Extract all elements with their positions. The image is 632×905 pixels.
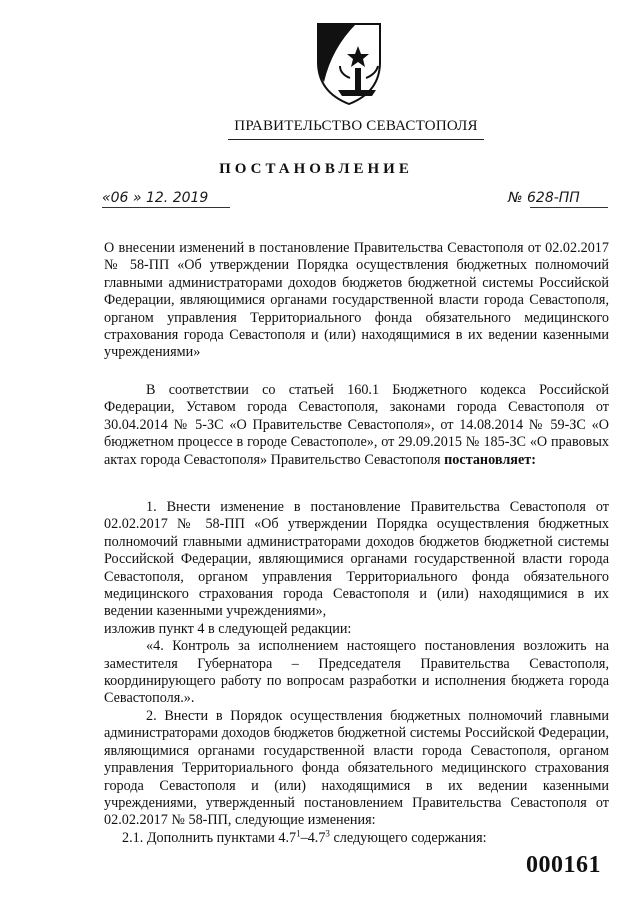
header-divider bbox=[228, 139, 484, 140]
serial-number: 000161 bbox=[526, 852, 601, 878]
preamble-bold: постановляет: bbox=[444, 451, 536, 468]
title-text: О внесении изменений в постановление Правительства Севастополя от 02.02.2017 № 58-ПП «Об утверждении Порядка осуществления бюджетных полномочий главными администраторами доходов бюджетов бюджетной системы Российской Федерации, являющимися органами государственной власти города Севастополя, органом управления Территориального фонда обязательного медицинского страхования города Севастополя и (или) находящимися в их ведении казенными учреждениями» bbox=[104, 240, 609, 361]
preamble-paragraph bbox=[104, 382, 609, 469]
document-title bbox=[104, 240, 609, 362]
preamble bbox=[104, 382, 609, 469]
clause-2-1-text-a: 2.1. Дополнить пунктами 4.7 bbox=[122, 829, 297, 846]
clause-1-quote: «4. Контроль за исполнением настоящего постановления возложить на заместителя Губернатора – Председателя Правительства Севастополя, координирующего работу по вопросам разработки и исполнения бюджета города Севастополя.». bbox=[104, 638, 609, 707]
coat-of-arms-icon bbox=[310, 18, 388, 108]
government-name: ПРАВИТЕЛЬСТВО СЕВАСТОПОЛЯ bbox=[234, 118, 478, 134]
clause-1-continuation: изложив пункт 4 в следующей редакции: bbox=[104, 620, 352, 637]
preamble-text: В соответствии со статьей 160.1 Бюджетного кодекса Российской Федерации, Уставом города Севастополя, законами города Севастополя от 30.04.2014 № 5-ЗС «О Правительстве Севастополя», от 14.08.2014 № 59-ЗС «О бюджетном процессе в городе Севастополе», от 29.09.2015 № 185-ЗС «О правовых актах города Севастополя» Правительство Севастополя bbox=[104, 382, 609, 468]
clause-2: 2. Внести в Порядок осуществления бюджетных полномочий главными администраторами доходов бюджетов бюджетной системы Российской Федерации, являющимися органами государственной власти города Севастополя, органом управления Территориального фонда обязательного медицинского страхования города Севастополя и (или) находящимися в их ведении казенными учреждениями, утвержденный постановлением Правительства Севастополя от 02.02.2017 № 58-ПП, следующие изменения: bbox=[104, 707, 609, 829]
document-type: ПОСТАНОВЛЕНИЕ bbox=[219, 161, 413, 177]
clause-2-1-sup-1: 1 bbox=[296, 827, 301, 838]
number-underline bbox=[530, 207, 608, 208]
clause-2-1 bbox=[104, 827, 609, 847]
clause-2-1-text-c: следующего содержания: bbox=[329, 829, 487, 846]
document-date: «06 » 12. 2019 bbox=[102, 190, 209, 206]
date-underline bbox=[102, 207, 230, 208]
document-body bbox=[104, 499, 609, 847]
clause-2-1-text-b: –4.7 bbox=[300, 829, 326, 846]
document-number: № 628-ПП bbox=[508, 190, 580, 206]
clause-2-1-sup-2: 3 bbox=[325, 827, 330, 838]
clause-1: 1. Внести изменение в постановление Правительства Севастополя от 02.02.2017 № 58-ПП «Об утверждении Порядка осуществления бюджетных полномочий главными администраторами доходов бюджетов бюджетной системы Российской Федерации, являющимися органами государственной власти города Севастополя, органом управления Территориального фонда обязательного медицинского страхования города Севастополя и (или) находящимися в их ведении казенными учреждениями», bbox=[104, 499, 609, 620]
